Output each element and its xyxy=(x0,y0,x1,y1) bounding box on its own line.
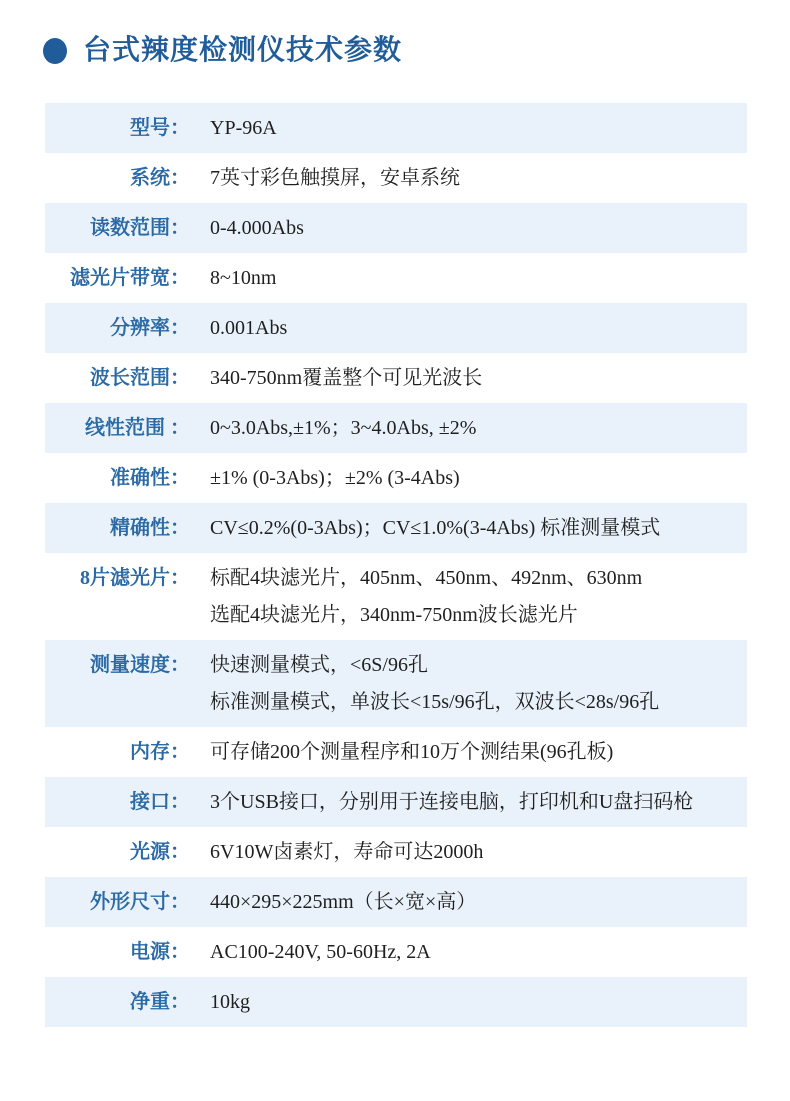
table-row xyxy=(45,927,747,977)
spec-label: 系统： xyxy=(130,166,190,189)
spec-label: 净重： xyxy=(130,990,190,1013)
spec-value-line: AC100-240V, 50-60Hz, 2A xyxy=(210,940,431,963)
spec-value-line: 选配4块滤光片，340nm-750nm波长滤光片 xyxy=(210,603,578,626)
spec-value-line: 3个USB接口，分别用于连接电脑，打印机和U盘扫码枪 xyxy=(210,790,694,813)
table-row xyxy=(45,253,747,303)
spec-value-line: YP-96A xyxy=(210,116,277,139)
table-row xyxy=(45,403,747,453)
spec-value xyxy=(210,984,747,1021)
table-row xyxy=(45,777,747,827)
page-header xyxy=(43,36,402,66)
spec-value xyxy=(210,560,747,634)
spec-label: 外形尺寸： xyxy=(90,890,190,913)
spec-label: 型号： xyxy=(130,116,190,139)
spec-value xyxy=(210,734,747,771)
table-row xyxy=(45,727,747,777)
spec-value-line: 可存储200个测量程序和10万个测结果(96孔板) xyxy=(210,740,614,763)
spec-value xyxy=(210,160,747,197)
spec-value xyxy=(210,784,747,821)
table-row xyxy=(45,977,747,1027)
spec-label: 滤光片带宽： xyxy=(70,266,190,289)
spec-value-line: 0-4.000Abs xyxy=(210,216,304,239)
table-row xyxy=(45,503,747,553)
table-row xyxy=(45,353,747,403)
spec-value xyxy=(210,884,747,921)
spec-value xyxy=(210,210,747,247)
table-row xyxy=(45,827,747,877)
spec-value-line: 6V10W卤素灯，寿命可达2000h xyxy=(210,840,484,863)
spec-label: 准确性： xyxy=(110,466,190,489)
spec-label: 接口： xyxy=(130,790,190,813)
spec-value-line: 标准测量模式，单波长<15s/96孔，双波长<28s/96孔 xyxy=(210,690,660,713)
spec-value xyxy=(210,934,747,971)
spec-value-line: 0~3.0Abs,±1%；3~4.0Abs, ±2% xyxy=(210,416,477,439)
spec-value-line: 340-750nm覆盖整个可见光波长 xyxy=(210,366,483,389)
spec-value-line: 440×295×225mm（长×宽×高） xyxy=(210,890,477,913)
table-row xyxy=(45,153,747,203)
table-row xyxy=(45,103,747,153)
spec-label: 电源： xyxy=(130,940,190,963)
spec-label: 8片滤光片： xyxy=(80,566,190,589)
spec-value-line: CV≤0.2%(0-3Abs)；CV≤1.0%(3-4Abs) 标准测量模式 xyxy=(210,516,661,539)
table-row xyxy=(45,640,747,727)
spec-value xyxy=(210,460,747,497)
spec-label: 内存： xyxy=(130,740,190,763)
spec-value-line: 8~10nm xyxy=(210,266,277,289)
spec-label: 线性范围 ： xyxy=(85,416,190,439)
spec-value xyxy=(210,647,747,721)
spec-value xyxy=(210,410,747,447)
spec-value xyxy=(210,260,747,297)
table-row xyxy=(45,303,747,353)
page-title: 台式辣度检测仪技术参数 xyxy=(83,35,403,66)
spec-value-line: 快速测量模式，<6S/96孔 xyxy=(210,653,428,676)
spec-value xyxy=(210,360,747,397)
spec-value xyxy=(210,510,747,547)
spec-table xyxy=(45,103,747,1027)
spec-value xyxy=(210,310,747,347)
spec-value-line: 10kg xyxy=(210,990,250,1013)
spec-label: 波长范围： xyxy=(90,366,190,389)
table-row xyxy=(45,553,747,640)
spec-value-line: 标配4块滤光片，405nm、450nm、492nm、630nm xyxy=(210,566,643,589)
spec-label: 读数范围： xyxy=(90,216,190,239)
bullet-icon xyxy=(43,38,67,64)
table-row xyxy=(45,203,747,253)
spec-label: 光源： xyxy=(130,840,190,863)
table-row xyxy=(45,453,747,503)
table-row xyxy=(45,877,747,927)
spec-value xyxy=(210,110,747,147)
spec-value xyxy=(210,834,747,871)
spec-label: 分辨率： xyxy=(110,316,190,339)
spec-value-line: 7英寸彩色触摸屏，安卓系统 xyxy=(210,166,460,189)
spec-label: 精确性： xyxy=(110,516,190,539)
spec-label: 测量速度： xyxy=(90,653,190,676)
spec-value-line: 0.001Abs xyxy=(210,316,288,339)
spec-value-line: ±1% (0-3Abs)；±2% (3-4Abs) xyxy=(210,466,460,489)
